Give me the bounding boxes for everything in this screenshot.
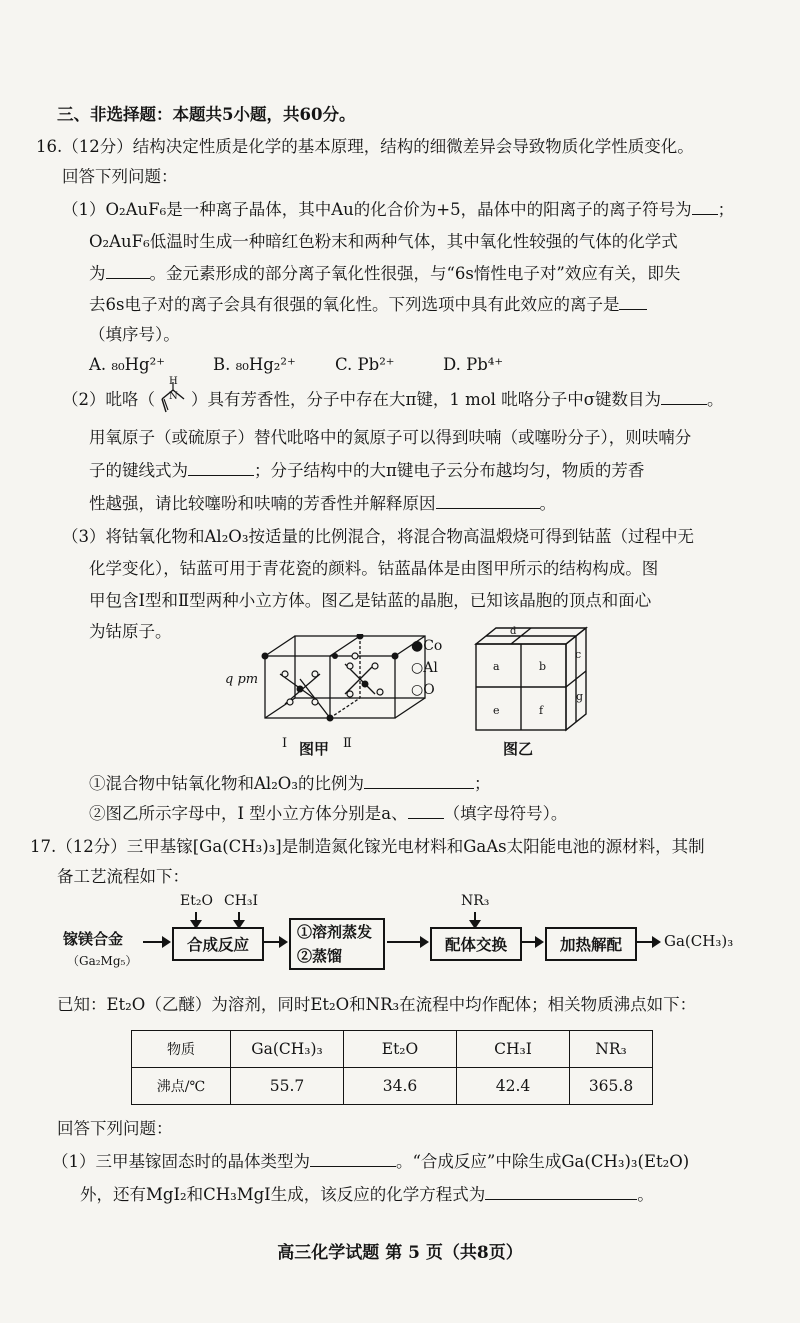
answer-blank-cation[interactable] xyxy=(692,200,718,215)
answer-blank-sigma-bonds[interactable] xyxy=(661,390,707,405)
table-header-row xyxy=(132,1031,653,1068)
cell-a: a xyxy=(493,660,500,673)
q16-p2-text-c1: 子的键线式为 xyxy=(89,461,188,480)
q-pm-label: q pm xyxy=(225,672,259,687)
q16-sub1-text: ①混合物中钴氧化物和Al₂O₃的比例为 xyxy=(89,774,364,793)
q16-p2-text-d1: 性越强，请比较噻吩和呋喃的芳香性并解释原因 xyxy=(89,494,436,513)
option-c[interactable]: C. Pb²⁺ xyxy=(335,355,395,374)
q16-p2-line-b: 用氧原子（或硫原子）替代吡咯中的氮原子可以得到呋喃（或噻吩分子），则呋喃分 xyxy=(89,428,692,447)
q16-p2-text-c2: ；分子结构中的大π键电子云分布越均匀，物质的芳香 xyxy=(254,461,645,480)
cell-g: g xyxy=(576,690,584,703)
q17-p1-text-b-end: 。 xyxy=(637,1185,654,1204)
table-cell: 365.8 xyxy=(570,1068,653,1105)
table-row xyxy=(132,1068,653,1105)
unit-cell-yi-icon xyxy=(472,626,592,732)
table-cell: 沸点/℃ xyxy=(132,1068,231,1105)
flow-step-synthesis: 合成反应 xyxy=(172,927,264,961)
q17-p1-line-a xyxy=(52,1151,689,1173)
q16-p1-line-c xyxy=(89,263,680,285)
flow-input-main: 镓镁合金 xyxy=(63,930,124,948)
option-b[interactable]: B. ₈₀Hg₂²⁺ xyxy=(213,355,296,374)
type-I-label: Ⅰ xyxy=(282,736,288,751)
cell-d: d xyxy=(510,626,517,637)
table-header-cell: 物质 xyxy=(132,1031,231,1068)
q17-p1-text-a1: （1）三甲基镓固态时的晶体类型为 xyxy=(52,1152,310,1171)
q16-stem-1: 16.（12分）结构决定性质是化学的基本原理，结构的细微差异会导致物质化学性质变化。 xyxy=(36,137,694,156)
q16-sub1-end: ； xyxy=(473,774,491,793)
flow-step-evaporate-distill xyxy=(289,918,385,970)
q16-sub2-end: （填字母符号）。 xyxy=(443,804,568,823)
q16-sub2 xyxy=(89,803,567,825)
type-II-label: Ⅱ xyxy=(343,736,352,751)
figure-yi-caption: 图乙 xyxy=(503,740,534,758)
q17-stem-1: 17.（12分）三甲基镓[Ga(CH₃)₃]是制造氮化镓光电材料和GaAs太阳能电池的源材料，其制 xyxy=(30,837,705,856)
q16-p1-text-a-end: ； xyxy=(717,200,735,219)
q16-p2-line-a xyxy=(62,376,724,411)
q16-p1-line-a xyxy=(62,199,734,221)
q16-p1-line-b: O₂AuF₆低温时生成一种暗红色粉末和两种气体，其中氧化性较强的气体的化学式 xyxy=(89,232,678,251)
q17-stem-2: 备工艺流程如下： xyxy=(57,867,189,886)
flow-reagent-ch3i: CH₃I xyxy=(224,893,259,909)
answer-blank-ratio[interactable] xyxy=(364,774,474,789)
q16-p1-text-a: （1）O₂AuF₆是一种离子晶体，其中Au的化合价为+5，晶体中的阳离子的离子符号为 xyxy=(62,200,692,219)
answer-blank-furan-formula[interactable] xyxy=(188,461,254,476)
q16-sub1 xyxy=(89,773,490,795)
q17-p1-text-a2: 。“合成反应”中除生成Ga(CH₃)₃(Et₂O) xyxy=(396,1152,690,1171)
q16-p2-text-d-end: 。 xyxy=(539,494,556,513)
flow-reagent-et2o: Et₂O xyxy=(180,893,213,909)
legend-o: ○O xyxy=(411,682,435,698)
arrow-4 xyxy=(520,941,542,943)
arrow-2 xyxy=(262,941,286,943)
answer-blank-aromaticity[interactable] xyxy=(436,494,540,509)
q16-sub2-text: ②图乙所示字母中，Ⅰ 型小立方体分别是a、 xyxy=(89,804,408,823)
q17-p1-text-b1: 外，还有MgI₂和CH₃MgI生成，该反应的化学方程式为 xyxy=(80,1185,486,1204)
section-header: 三、非选择题：本题共5小题，共60分。 xyxy=(57,105,356,124)
q16-p1-line-e: （填序号）。 xyxy=(89,325,180,344)
legend-co: ●Co xyxy=(411,638,443,654)
flow-output: Ga(CH₃)₃ xyxy=(664,932,734,950)
flow-input-formula: （Ga₂Mg₅） xyxy=(67,954,138,968)
page-footer: 高三化学试题 第 5 页（共8页） xyxy=(277,1243,523,1263)
flow-step-2a: ①溶剂蒸发 xyxy=(297,923,373,941)
q17-answer-intro: 回答下列问题： xyxy=(57,1119,173,1138)
flow-step-ligand-exchange: 配体交换 xyxy=(430,927,522,961)
pyrrole-n-label: N xyxy=(169,391,178,402)
answer-blank-crystal-type[interactable] xyxy=(310,1152,396,1167)
table-header-cell: Ga(CH₃)₃ xyxy=(231,1031,344,1068)
q16-p1-text-c2: 。金元素形成的部分离子氧化性很强，与“6s惰性电子对”效应有关，即失 xyxy=(149,264,681,283)
q17-p1-line-b xyxy=(80,1184,654,1206)
table-header-cell: CH₃I xyxy=(457,1031,570,1068)
q16-p3-line-d: 为钴原子。 xyxy=(89,622,172,641)
q16-options xyxy=(89,354,503,376)
figure-jia xyxy=(225,628,475,768)
q16-p1-text-d: 去6s电子对的离子会具有很强的氧化性。下列选项中具有此效应的离子是 xyxy=(89,295,620,314)
arrow-5 xyxy=(635,941,659,943)
answer-blank-ions[interactable] xyxy=(619,295,647,310)
cell-c: c xyxy=(575,648,582,661)
q16-p2-text-a2: ）具有芳香性，分子中存在大π键，1 mol 吡咯分子中σ键数目为 xyxy=(191,390,661,409)
q16-p3-line-b: 化学变化），钴蓝可用于青花瓷的颜料。钴蓝晶体是由图甲所示的结构构成。图 xyxy=(89,559,659,578)
option-a[interactable]: A. ₈₀Hg²⁺ xyxy=(89,355,165,374)
legend-al: ○Al xyxy=(411,660,438,676)
q16-p2-text-a1: （2）吡咯（ xyxy=(62,390,155,409)
q16-p2-line-c xyxy=(89,460,644,482)
arrow-3 xyxy=(387,941,427,943)
figure-jia-caption: 图甲 xyxy=(299,740,330,758)
boiling-point-table xyxy=(131,1030,653,1105)
table-cell: 55.7 xyxy=(231,1068,344,1105)
option-d[interactable]: D. Pb⁴⁺ xyxy=(443,355,504,374)
q16-p1-line-d xyxy=(89,294,647,316)
q16-p2-text-a-end: 。 xyxy=(706,390,724,409)
q17-known: 已知：Et₂O（乙醚）为溶剂，同时Et₂O和NR₃在流程中均作配体；相关物质沸点如下： xyxy=(57,995,697,1014)
table-cell: 42.4 xyxy=(457,1068,570,1105)
pyrrole-structure xyxy=(155,376,191,411)
table-header-cell: NR₃ xyxy=(570,1031,653,1068)
arrow-1 xyxy=(143,941,169,943)
q16-stem-2: 回答下列问题： xyxy=(62,167,178,186)
answer-blank-gas-formula[interactable] xyxy=(106,264,150,279)
flow-step-2b: ②蒸馏 xyxy=(297,947,343,965)
table-cell: 34.6 xyxy=(344,1068,457,1105)
q16-p2-line-d xyxy=(89,493,556,515)
flow-step-heat-decomplex: 加热解配 xyxy=(545,927,637,961)
answer-blank-equation[interactable] xyxy=(485,1185,637,1200)
flow-reagent-nr3: NR₃ xyxy=(461,893,490,909)
figure-yi xyxy=(472,626,592,732)
arrow-nr3 xyxy=(474,912,476,926)
cell-b: b xyxy=(539,660,547,673)
q16-p3-line-a: （3）将钴氧化物和Al₂O₃按适量的比例混合，将混合物高温煅烧可得到钴蓝（过程中无 xyxy=(62,527,694,546)
q16-p1-text-c1: 为 xyxy=(89,264,106,283)
cell-e: e xyxy=(493,704,500,717)
table-header-cell: Et₂O xyxy=(344,1031,457,1068)
arrow-et2o xyxy=(195,912,197,926)
cell-f: f xyxy=(539,704,544,717)
arrow-ch3i xyxy=(238,912,240,926)
q16-p3-line-c: 甲包含Ⅰ型和Ⅱ型两种小立方体。图乙是钴蓝的晶胞，已知该晶胞的顶点和面心 xyxy=(89,591,652,610)
answer-blank-cubes[interactable] xyxy=(408,804,444,819)
pyrrole-h-label: H xyxy=(169,376,178,387)
